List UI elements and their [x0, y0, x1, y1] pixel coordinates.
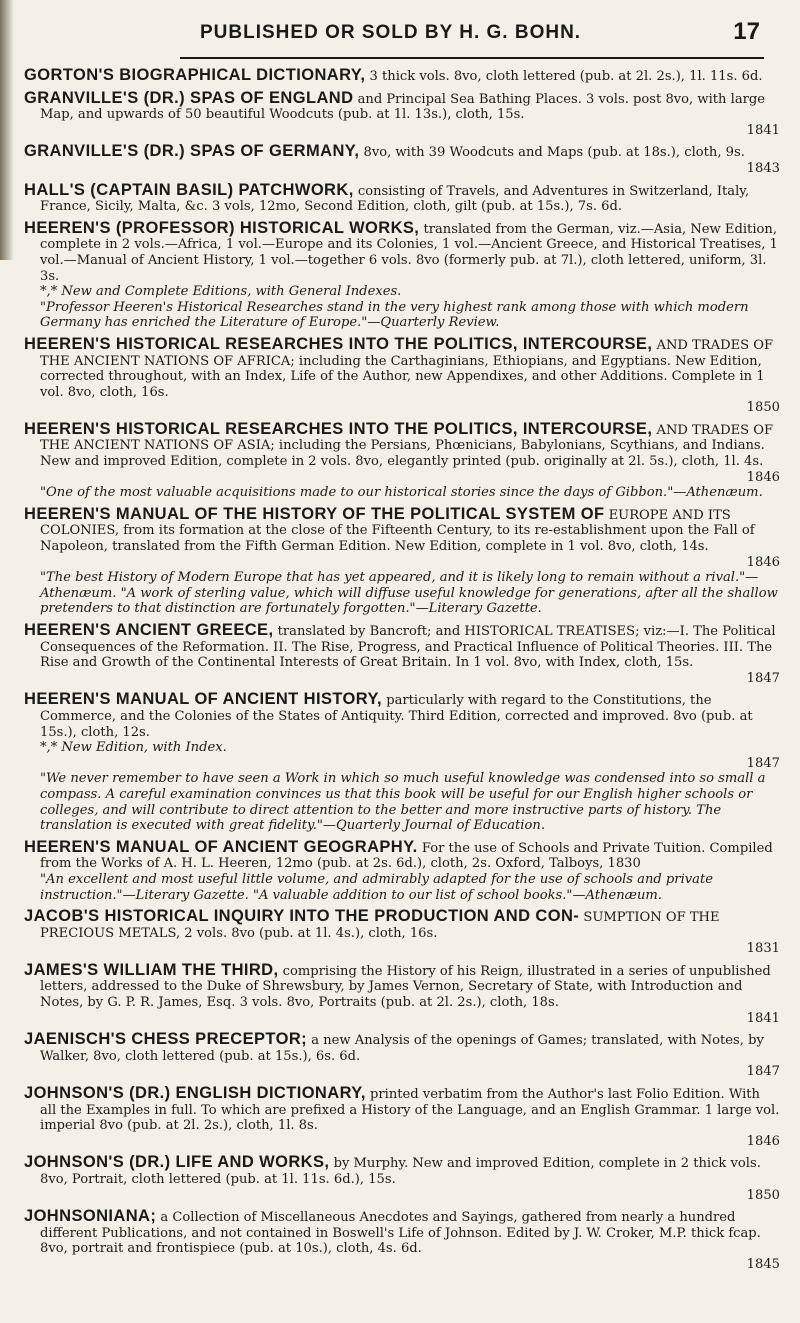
entry-description: translated from the German, viz.—Asia, New Edition, complete in 2 vols.—Africa, 1 vol.—Europe and its Colonies, 1 vol.—Ancient Greece, and Historical Treatises, 1 vol.—Manual of Ancient History, 1 vol.—together 6 vols. 8vo (formerly pub. at 7l.), cloth lettered, uniform, 3l. 3s. — [40, 221, 778, 284]
entry-description: AND TRADES OF THE ANCIENT NATIONS OF ASIA; including the Persians, Phœnicians, Babylonians, Scythians, and Indians. New and improved Edition, complete in 2 vols. 8vo, elegantly printed (pub. originally at 2l. 5s.), cloth, 1l. 4s. — [40, 422, 774, 470]
entry-headword: JAENISCH'S CHESS PRECEPTOR; — [24, 1030, 308, 1049]
entry-date: 1847 — [746, 670, 780, 686]
entry-description: *,* New Edition, with Index. — [40, 740, 227, 756]
catalogue-entry — [24, 837, 780, 903]
entry-headword: HEEREN'S HISTORICAL RESEARCHES INTO THE POLITICS, INTERCOURSE, — [24, 334, 653, 353]
entry-headword: JACOB'S HISTORICAL INQUIRY INTO THE PRODUCTION AND CON- — [24, 907, 580, 926]
entry-date: 1847 — [746, 755, 780, 771]
entry-review-quote: "We never remember to have seen a Work in which so much useful knowledge was condensed into so small a compass. A careful examination convinces us that this book will be useful for our English higher schools or colleges, and will contribute to direct attention to the better and more instructive parts of history. The translation is executed with great fidelity."—Quarterly Journal of Education. — [40, 771, 766, 834]
entry-description: SUMPTION OF THE PRECIOUS METALS, 2 vols. 8vo (pub. at 1l. 4s.), cloth, 16s. — [40, 910, 720, 941]
entry-headword: JOHNSONIANA; — [24, 1207, 157, 1226]
entry-description: comprising the History of his Reign, illustrated in a series of unpublished letters, addressed to the Duke of Shrewsbury, by James Vernon, Secretary of State, with Introduction and Notes, by G. P. R. James, Esq. 3 vols. 8vo, Portraits (pub. at 2l. 2s.), cloth, 18s. — [40, 963, 771, 1011]
entry-description: 3 thick vols. 8vo, cloth lettered (pub. at 2l. 2s.), 1l. 11s. 6d. — [369, 69, 763, 84]
entry-description: translated by Bancroft; and HISTORICAL TREATISES; viz:—I. The Political Consequences of the Reformation. II. The Rise, Progress, and Practical Influence of Political Theories. III. The Rise and Growth of the Continental Interests of Great Britain. In 1 vol. 8vo, with Index, cloth, 15s. — [40, 624, 776, 671]
entry-date: 1846 — [746, 554, 780, 570]
entry-headword: HALL'S (CAPTAIN BASIL) PATCHWORK, — [24, 180, 354, 199]
entry-description: *,* New and Complete Editions, with General Indexes. — [40, 284, 402, 300]
entry-headword: HEEREN'S HISTORICAL RESEARCHES INTO THE POLITICS, INTERCOURSE, — [24, 419, 653, 438]
entry-description: a new Analysis of the openings of Games; translated, with Notes, by Walker, 8vo, cloth lettered (pub. at 15s.), 6s. 6d. — [40, 1033, 764, 1064]
entry-date: 1846 — [746, 469, 780, 485]
page-header — [0, 18, 800, 52]
entry-date: 1841 — [746, 1010, 780, 1026]
catalogue-entry — [24, 692, 780, 833]
catalogue-entry — [24, 1086, 780, 1149]
entry-review-quote: "An excellent and most useful little volume, and admirably adapted for the use of schools and private instruction."—Literary Gazette. "A valuable addition to our list of school books."—Athenæum. — [40, 871, 713, 903]
entry-headword: JOHNSON'S (DR.) LIFE AND WORKS, — [24, 1153, 330, 1172]
header-rule — [180, 57, 764, 59]
catalogue-entry — [24, 623, 780, 686]
entry-review-quote: "Professor Heeren's Historical Researches stand in the very highest rank among those with which modern Germany has enriched the Literature of Europe."—Quarterly Review. — [40, 299, 749, 331]
entry-headword: HEEREN'S MANUAL OF ANCIENT HISTORY, — [24, 690, 383, 709]
catalogue-entry — [24, 88, 780, 139]
entry-date: 1850 — [746, 400, 780, 416]
catalogue-entry — [24, 180, 780, 215]
entry-description: particularly with regard to the Constitutions, the Commerce, and the Colonies of the States of Antiquity. Third Edition, corrected and improved. 8vo (pub. at 15s.), cloth, 12s. — [40, 693, 753, 740]
entry-date: 1850 — [746, 1187, 780, 1203]
catalogue-entry — [24, 419, 780, 501]
entry-date: 1841 — [746, 122, 780, 138]
entry-headword: GORTON'S BIOGRAPHICAL DICTIONARY, — [24, 66, 366, 84]
page-number: 17 — [733, 18, 760, 45]
running-head: PUBLISHED OR SOLD BY H. G. BOHN. — [200, 22, 582, 43]
entry-headword: HEEREN'S ANCIENT GREECE, — [24, 621, 274, 639]
catalogue-entry — [24, 1209, 780, 1272]
catalogue-entry — [24, 504, 780, 617]
catalogue-entry — [24, 909, 780, 957]
entry-review-quote: "The best History of Modern Europe that has yet appeared, and it is likely long to remain without a rival."—Athenæum. "A work of sterling value, which will diffuse useful knowledge for generations, after all the shallow pretenders to that distinction are fortunately forgotten."—Literary Gazette. — [40, 570, 778, 617]
catalogue-entry — [24, 68, 780, 85]
entry-date: 1831 — [746, 941, 780, 957]
entry-headword: GRANVILLE'S (DR.) SPAS OF ENGLAND — [24, 88, 354, 107]
entry-date: 1846 — [746, 1133, 780, 1149]
entry-description: 8vo, with 39 Woodcuts and Maps (pub. at 18s.), cloth, 9s. — [363, 145, 745, 161]
entry-description: by Murphy. New and improved Edition, complete in 2 thick vols. 8vo, Portrait, cloth lettered (pub. at 1l. 11s. 6d.), 15s. — [40, 1156, 761, 1187]
catalogue-entry — [24, 1032, 780, 1080]
catalogue-entries — [24, 68, 780, 1279]
entry-headword: GRANVILLE'S (DR.) SPAS OF GERMANY, — [24, 142, 360, 161]
entry-date: 1845 — [746, 1256, 780, 1272]
entry-description: AND TRADES OF THE ANCIENT NATIONS OF AFRICA; including the Carthaginians, Ethiopians, and Egyptians. New Edition, corrected throughout, with an Index, Life of the Author, new Appendixes, and other Additions. Complete in 1 vol. 8vo, cloth, 16s. — [40, 337, 774, 400]
entry-description: consisting of Travels, and Adventures in Switzerland, Italy, France, Sicily, Malta, &c. 3 vols, 12mo, Second Edition, cloth, gilt (pub. at 15s.), 7s. 6d. — [40, 183, 750, 215]
entry-description: For the use of Schools and Private Tuition. Compiled from the Works of A. H. L. Heeren, 12mo (pub. at 2s. 6d.), cloth, 2s. Oxford, Talboys, 1830 — [40, 840, 773, 872]
entry-review-quote: "One of the most valuable acquisitions made to our historical stories since the days of Gibbon."—Athenæum. — [40, 485, 763, 501]
entry-description: printed verbatim from the Author's last Folio Edition. With all the Examples in full. To which are prefixed a History of the Language, and an English Grammar. 1 large vol. imperial 8vo (pub. at 2l. 2s.), cloth, 1l. 8s. — [40, 1087, 780, 1134]
entry-headword: HEEREN'S MANUAL OF ANCIENT GEOGRAPHY. — [24, 837, 418, 856]
entry-headword: JOHNSON'S (DR.) ENGLISH DICTIONARY, — [24, 1084, 366, 1103]
entry-headword: HEEREN'S MANUAL OF THE HISTORY OF THE POLITICAL SYSTEM OF — [24, 504, 605, 523]
catalogue-entry — [24, 960, 780, 1026]
catalogue-entry — [24, 144, 780, 176]
entry-description: and Principal Sea Bathing Places. 3 vols. post 8vo, with large Map, and upwards of 50 beautiful Woodcuts (pub. at 1l. 13s.), cloth, 15s. — [40, 91, 766, 123]
entry-headword: HEEREN'S (PROFESSOR) HISTORICAL WORKS, — [24, 218, 420, 237]
entry-date: 1847 — [746, 1064, 780, 1080]
entry-description: EUROPE AND ITS COLONIES, from its formation at the close of the Fifteenth Century, to its re-establishment upon the Fall of Napoleon, translated from the Fifth German Edition. New Edition, complete in 1 vol. 8vo, cloth, 14s. — [40, 507, 755, 555]
entry-description: a Collection of Miscellaneous Anecdotes and Sayings, gathered from nearly a hundred different Publications, and not contained in Boswell's Life of Johnson. Edited by J. W. Croker, M.P. thick fcap. 8vo, portrait and frontispiece (pub. at 10s.), cloth, 4s. 6d. — [40, 1210, 761, 1257]
catalogue-entry — [24, 1155, 780, 1203]
catalogue-entry — [24, 334, 780, 416]
entry-date: 1843 — [746, 160, 780, 176]
entry-headword: JAMES'S WILLIAM THE THIRD, — [24, 960, 279, 979]
catalogue-entry — [24, 218, 780, 331]
